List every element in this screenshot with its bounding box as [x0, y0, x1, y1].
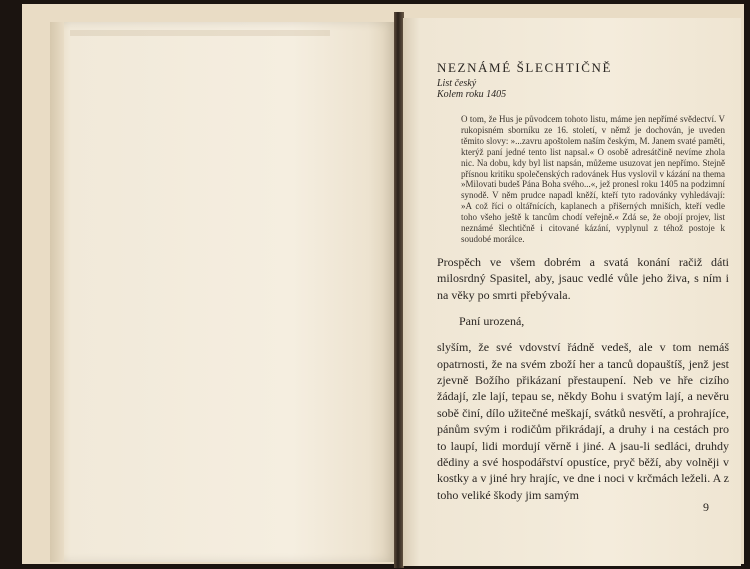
open-book — [22, 4, 744, 564]
letter-body: slyším, že své vdovství řádně vedeš, ale v tom nemáš opatrnosti, že na svém zboží her a tanců dopauštíš, jenž jest zjevně Božího přikázaní přestaupení. Neb ve hře cizího žádají, zle lají, tepau se, někdy Bohu i svatým lají, a nevěru sobě činí, dílo užitečné meškají, svátků nesvětí, a prohrajíce, pánům svým i rodičům přikrádají, a druhy i na cestách pro to laupí, lidi mordují věrně i jiné. A jsau-li sedláci, druhdy dědiny a své hospodářství opustíce, pryč běží, aby volněji v kostky a v jiné hry hrajíc, ve dne i noci v krčmách leželi. A z toho veliké škody jim samým — [437, 340, 729, 502]
right-page — [403, 18, 741, 566]
opening-blessing: Prospěch ve všem dobrém a svatá konání račiž dáti milosrdný Spasitel, aby, jsauc vedlé vůle jeho živa, s ním i na věky po smrti přebývala. — [437, 254, 729, 302]
letter-type: List český — [437, 78, 477, 89]
page-stain — [70, 30, 330, 36]
page-content — [437, 60, 729, 503]
salutation: Paní urozená, — [459, 314, 525, 329]
left-page-edge — [50, 22, 64, 562]
left-page-blank — [50, 22, 396, 562]
letter-date: Kolem roku 1405 — [437, 89, 507, 100]
letter-title: NEZNÁMÉ ŠLECHTIČNĚ — [437, 60, 613, 75]
page-number: 9 — [703, 500, 709, 514]
editorial-intro: O tom, že Hus je původcem tohoto listu, máme jen nepřímé svědectví. V rukopisném sborníku ze 16. století, v němž je dochován, je uveden těmito slovy: »...zavru apoštolem naším českým, M. Janem svaté paměti, kterýž paní jedné tento list napsal.« O osobě adresátčině nevíme zhola nic. Na dobu, kdy byl list napsán, můžeme usuzovat jen nepřímo. Stejně přísnou kritiku společenských radovánek Hus vyslovil v kázání na thema »Milovati budeš Pána Boha svého...«, jež pronesl roku 1405 na podzimní synodě. V něm prudce napadl kněží, kteří tyto radovánky vyhledávají: »A což říci o oltářnících, kaplanech a přišerných mniších, kteří vedle toho všeho ještě k tancům chodí veřejně.« Zdá se, že obojí projev, list neznámé šlechtičně i citované kázání, vyplynul z téhož postoje k soudobé morálce. — [461, 114, 725, 244]
